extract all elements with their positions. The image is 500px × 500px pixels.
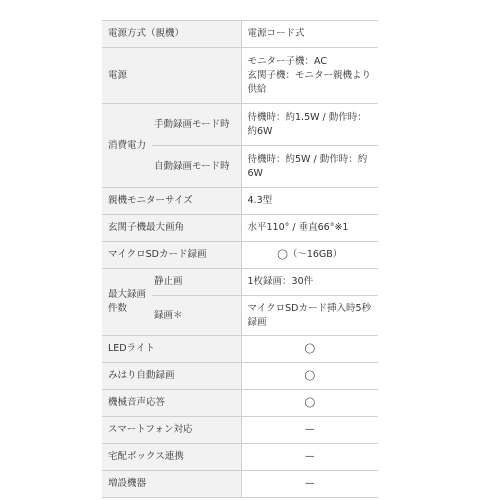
table-row: [102, 242, 378, 269]
table-row: [102, 471, 378, 498]
sub-label: 録画＊: [152, 296, 241, 336]
value-line: モニター子機：AC: [247, 55, 327, 67]
row-value: 待機時：約1.5W / 動作時：約6W: [241, 104, 378, 146]
table-row: [102, 188, 378, 215]
row-label: みはり自動録画: [102, 363, 241, 390]
table-row: [102, 21, 378, 48]
table-row: [102, 269, 378, 296]
row-label: 親機モニターサイズ: [102, 188, 241, 215]
group-label: 消費電力: [102, 104, 152, 188]
spec-table: [102, 20, 378, 498]
row-label: 宅配ボックス連携: [102, 444, 241, 471]
row-value: —: [241, 444, 378, 471]
sub-label: 手動録画モード時: [152, 104, 241, 146]
row-value: —: [241, 417, 378, 444]
table-row: [102, 48, 378, 104]
row-value: ◯: [241, 363, 378, 390]
table-row: [102, 417, 378, 444]
table-row: [102, 215, 378, 242]
table-row: [102, 363, 378, 390]
row-label: スマートフォン対応: [102, 417, 241, 444]
row-value: 待機時：約5W / 動作時：約6W: [241, 146, 378, 188]
row-label: 増設機器: [102, 471, 241, 498]
row-label: マイクロSDカード録画: [102, 242, 241, 269]
row-value: マイクロSDカード挿入時5秒録画: [241, 296, 378, 336]
row-value: 4.3型: [241, 188, 378, 215]
sub-label: 自動録画モード時: [152, 146, 241, 188]
group-label: 最大録画件数: [102, 269, 152, 336]
table-row: [102, 336, 378, 363]
row-value: 1枚録画：30件: [241, 269, 378, 296]
row-value: 水平110° / 垂直66°※1: [241, 215, 378, 242]
value-line: 玄関子機：モニター親機より供給: [247, 69, 372, 95]
row-value: ◯: [241, 336, 378, 363]
row-value: [241, 48, 378, 104]
row-value: —: [241, 471, 378, 498]
row-value: ◯: [241, 390, 378, 417]
table-row: [102, 390, 378, 417]
sub-label: 静止画: [152, 269, 241, 296]
row-label: LEDライト: [102, 336, 241, 363]
table-row: [102, 104, 378, 146]
row-label: 電源: [102, 48, 241, 104]
row-label: 機械音声応答: [102, 390, 241, 417]
table-row: [102, 444, 378, 471]
row-value: ◯（〜16GB）: [241, 242, 378, 269]
row-value: 電源コード式: [241, 21, 378, 48]
row-label: 電源方式（親機）: [102, 21, 241, 48]
row-label: 玄関子機最大画角: [102, 215, 241, 242]
